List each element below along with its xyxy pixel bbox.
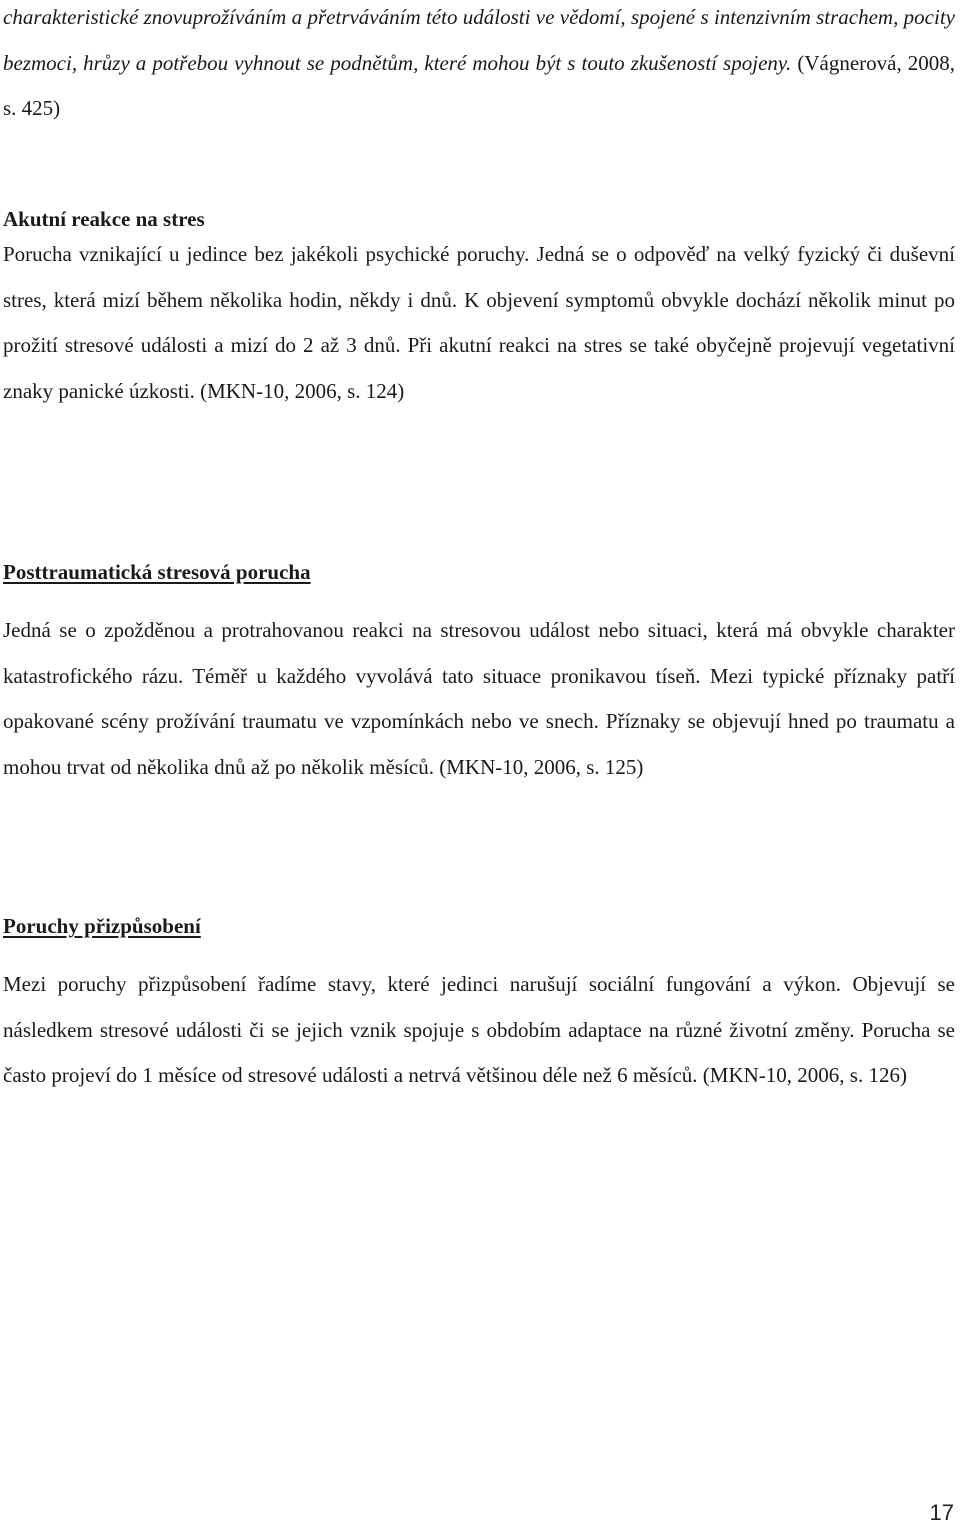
italic-quote: charakteristické znovuprožíváním a přetrváváním této události ve vědomí, spojené s intenzivním strachem, pocity bezmoci, hrůzy a potřebou vyhnout se podnětům, které mohou být s touto zkušeností spojeny. (3, 5, 955, 75)
heading-acute-stress-reaction: Akutní reakce na stres (3, 207, 205, 231)
page-number: 17 (929, 1500, 954, 1525)
paragraph-intro (3, 0, 955, 132)
paragraph-acute-stress-reaction: Porucha vznikající u jedince bez jakékoli psychické poruchy. Jedná se o odpověď na velký fyzický či duševní stres, která mizí během několika hodin, někdy i dnů. K objevení symptomů obvykle dochází několik minut po prožití stresové události a mizí do 2 až 3 dnů. Při akutní reakci na stres se také obyčejně projevují vegetativní znaky panické úzkosti. (MKN-10, 2006, s. 124) (3, 242, 955, 403)
heading-ptsd: Posttraumatická stresová porucha (3, 560, 311, 584)
heading-adjustment-disorders: Poruchy přizpůsobení (3, 914, 201, 938)
paragraph-ptsd: Jedná se o zpožděnou a protrahovanou reakci na stresovou událost nebo situaci, která má obvykle charakter katastrofického rázu. Téměř u každého vyvolává tato situace pronikavou tíseň. Mezi typické příznaky patří opakované scény prožívání traumatu ve vzpomínkách nebo ve snech. Příznaky se objevují hned po traumatu a mohou trvat od několika dnů až po několik měsíců. (MKN-10, 2006, s. 125) (3, 618, 955, 779)
paragraph-adjustment-disorders: Mezi poruchy přizpůsobení řadíme stavy, které jedinci narušují sociální fungování a výkon. Objevují se následkem stresové události či se jejich vznik spojuje s obdobím adaptace na různé životní změny. Porucha se často projeví do 1 měsíce od stresové události a netrvá většinou déle než 6 měsíců. (MKN-10, 2006, s. 126) (3, 972, 955, 1087)
citation: (Vágnerová, 2008, s. 425) (3, 50, 955, 120)
